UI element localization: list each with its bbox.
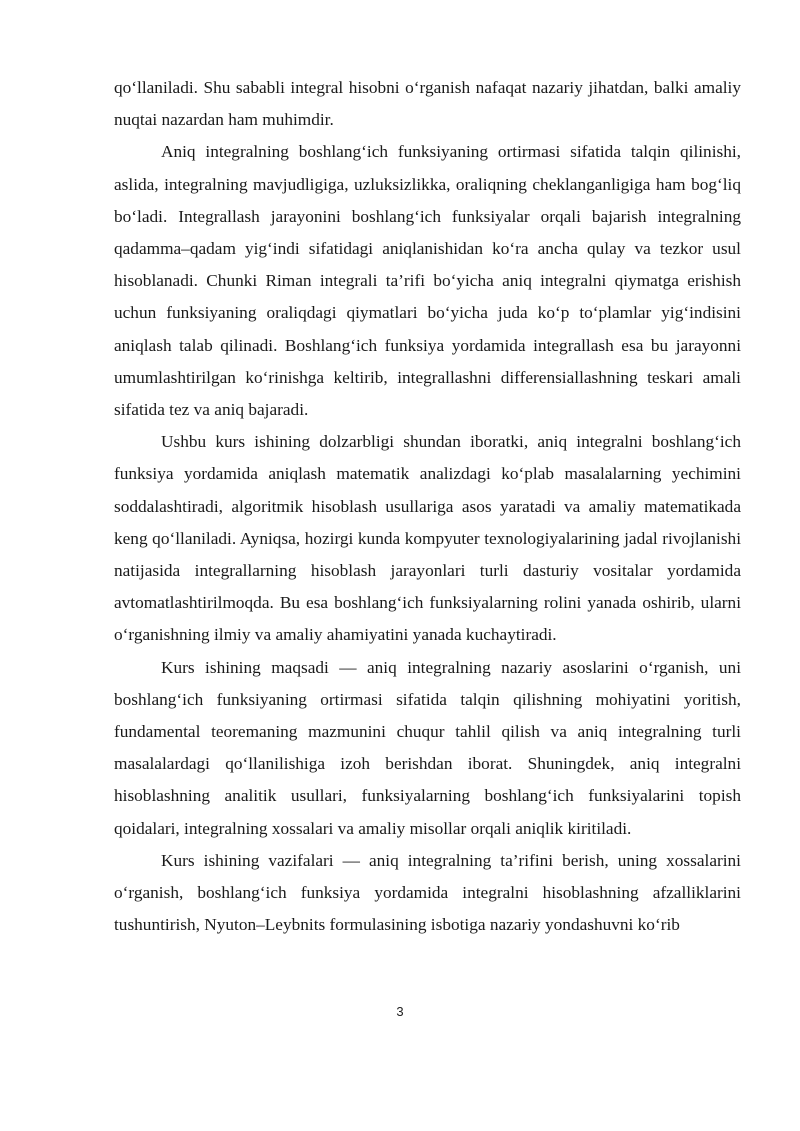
page-number: 3 <box>396 1004 404 1019</box>
paragraph-tasks: Kurs ishining vazifalari — aniq integralning ta’rifini berish, uning xossalarini o‘rganish, boshlang‘ich funksiya yordamida integralni hisoblashning afzalliklarini tushuntirish, Nyuton–Leybnits formulasining isbotiga nazariy yondashuvni ko‘rib <box>114 850 741 935</box>
paragraph-integral-interpretation: Aniq integralning boshlang‘ich funksiyaning ortirmasi sifatida talqin qilinishi, aslida, integralning mavjudligiga, uzluksizlikka, oraliqning cheklanganligiga ham bog‘liq bo‘ladi. Integrallash jarayonini boshlang‘ich funksiyalar orqali bajarish integralning qadamma–qadam yig‘indi sifatidagi aniqlanishidan ko‘ra ancha qulay va tezkor usul hisoblanadi. Chunki Riman integrali ta’rifi bo‘yicha aniq integralni qiymatga erishish uchun funksiyaning oraliqdagi qiymatlari bo‘yicha juda ko‘p to‘plamlar yig‘indisini aniqlash talab qilinadi. Boshlang‘ich funksiya yordamida integrallash esa bu jarayonni umumlashtirilgan ko‘rinishga keltirib, integrallashni differensiallashning teskari amali sifatida tez va aniq bajaradi. <box>114 142 741 420</box>
document-body <box>114 72 741 941</box>
paragraph-goal: Kurs ishining maqsadi — aniq integralning nazariy asoslarini o‘rganish, uni boshlang‘ich funksiyaning ortirmasi sifatida talqin qilishning mohiyatini yoritish, fundamental teoremaning mazmunini chuqur tahlil qilish va aniq integralning turli masalalardagi qo‘llanilishiga izoh berishdan iborat. Shuningdek, aniq integralni hisoblashning analitik usullari, funksiyalarning boshlang‘ich funksiyalarini topish qoidalari, integralning xossalari va amaliy misollar orqali aniqlik kiritiladi. <box>114 657 741 838</box>
paragraph-continuation: qo‘llaniladi. Shu sababli integral hisobni o‘rganish nafaqat nazariy jihatdan, balki amaliy nuqtai nazardan ham muhimdir. <box>114 78 741 130</box>
paragraph-relevance: Ushbu kurs ishining dolzarbligi shundan iboratki, aniq integralni boshlang‘ich funksiya yordamida aniqlash matematik analizdagi ko‘plab masalalarning yechimini soddalashtiradi, algoritmik hisoblash usullariga asos yaratadi va amaliy matematikada keng qo‘llaniladi. Ayniqsa, hozirgi kunda kompyuter texnologiyalarining jadal rivojlanishi natijasida integrallarning hisoblash jarayonlari turli dasturiy vositalar yordamida avtomatlashtirilmoqda. Bu esa boshlang‘ich funksiyalarning rolini yanada oshirib, ularni o‘rganishning ilmiy va amaliy ahamiyatini yanada kuchaytiradi. <box>114 432 741 645</box>
